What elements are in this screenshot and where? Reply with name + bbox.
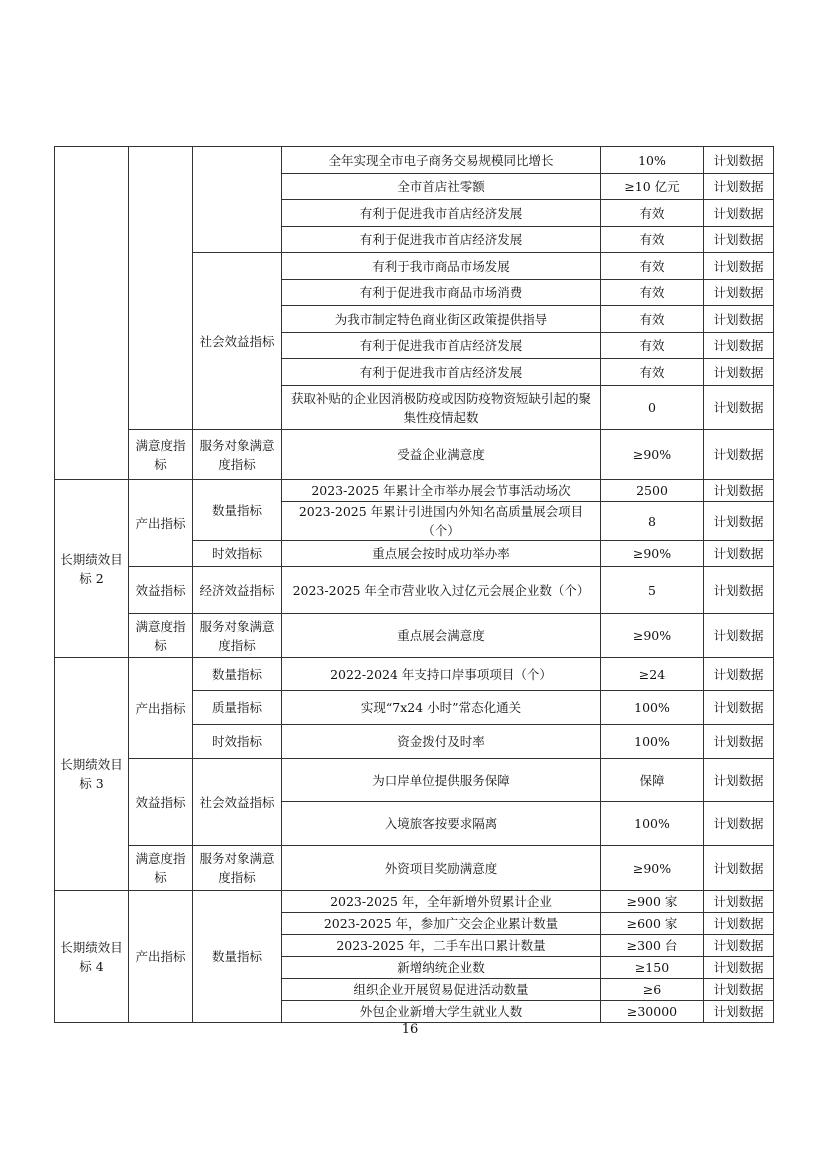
- indicator-item-cell: 全市首店社零额: [282, 174, 601, 200]
- target-value-cell: ≥600 家: [601, 913, 704, 935]
- indicator-item-cell: 有利于促进我市首店经济发展: [282, 200, 601, 227]
- target-value-cell: ≥90%: [601, 541, 704, 567]
- target-value-cell: 有效: [601, 280, 704, 306]
- indicator-level1-cell: 满意度指标: [129, 430, 193, 480]
- data-source-cell: 计划数据: [704, 1001, 774, 1023]
- data-source-cell: 计划数据: [704, 846, 774, 891]
- data-source-cell: 计划数据: [704, 802, 774, 846]
- indicator-item-cell: 新增纳统企业数: [282, 957, 601, 979]
- target-value-cell: 有效: [601, 359, 704, 386]
- target-value-cell: 100%: [601, 725, 704, 759]
- indicator-item-cell: 2023-2025 年，参加广交会企业累计数量: [282, 913, 601, 935]
- target-value-cell: 100%: [601, 691, 704, 725]
- target-value-cell: ≥900 家: [601, 891, 704, 913]
- indicator-item-cell: 入境旅客按要求隔离: [282, 802, 601, 846]
- data-source-cell: 计划数据: [704, 913, 774, 935]
- data-source-cell: 计划数据: [704, 253, 774, 280]
- target-value-cell: 保障: [601, 759, 704, 802]
- indicator-item-cell: 有利于促进我市首店经济发展: [282, 227, 601, 253]
- target-value-cell: ≥90%: [601, 614, 704, 658]
- indicator-item-cell: 受益企业满意度: [282, 430, 601, 480]
- indicator-level2-cell: 质量指标: [193, 691, 282, 725]
- data-source-cell: 计划数据: [704, 280, 774, 306]
- data-source-cell: 计划数据: [704, 480, 774, 502]
- indicator-level1-cell: 产出指标: [129, 658, 193, 759]
- target-value-cell: ≥30000: [601, 1001, 704, 1023]
- data-source-cell: 计划数据: [704, 725, 774, 759]
- data-source-cell: 计划数据: [704, 147, 774, 174]
- data-source-cell: 计划数据: [704, 174, 774, 200]
- indicator-level1-cell: 满意度指标: [129, 614, 193, 658]
- data-source-cell: 计划数据: [704, 306, 774, 333]
- indicator-level1-cell: 产出指标: [129, 891, 193, 1023]
- target-value-cell: ≥24: [601, 658, 704, 691]
- indicator-level2-cell: 社会效益指标: [193, 759, 282, 846]
- data-source-cell: 计划数据: [704, 979, 774, 1001]
- indicator-level1-cell: 效益指标: [129, 567, 193, 614]
- target-value-cell: 有效: [601, 306, 704, 333]
- indicator-item-cell: 有利于促进我市首店经济发展: [282, 333, 601, 359]
- data-source-cell: 计划数据: [704, 502, 774, 541]
- indicator-item-cell: 2023-2025 年，全年新增外贸累计企业: [282, 891, 601, 913]
- data-source-cell: 计划数据: [704, 759, 774, 802]
- data-source-cell: 计划数据: [704, 614, 774, 658]
- target-value-cell: 10%: [601, 147, 704, 174]
- indicator-level2-cell: 时效指标: [193, 541, 282, 567]
- indicator-level1-cell: 满意度指标: [129, 846, 193, 891]
- data-source-cell: 计划数据: [704, 359, 774, 386]
- indicator-level2-cell: 数量指标: [193, 658, 282, 691]
- indicator-level2-cell: 数量指标: [193, 891, 282, 1023]
- goal-cell: 长期绩效目标 3: [55, 658, 129, 891]
- target-value-cell: 有效: [601, 227, 704, 253]
- data-source-cell: 计划数据: [704, 658, 774, 691]
- indicator-item-cell: 重点展会按时成功举办率: [282, 541, 601, 567]
- indicator-level1-cell: 产出指标: [129, 480, 193, 567]
- target-value-cell: ≥90%: [601, 430, 704, 480]
- indicator-level1-cell: 效益指标: [129, 759, 193, 846]
- indicator-level1-cell: [129, 147, 193, 430]
- indicator-item-cell: 组织企业开展贸易促进活动数量: [282, 979, 601, 1001]
- target-value-cell: 有效: [601, 333, 704, 359]
- data-source-cell: 计划数据: [704, 200, 774, 227]
- goal-cell: 长期绩效目标 4: [55, 891, 129, 1023]
- indicator-item-cell: 外包企业新增大学生就业人数: [282, 1001, 601, 1023]
- indicator-level2-cell: 服务对象满意度指标: [193, 614, 282, 658]
- target-value-cell: ≥6: [601, 979, 704, 1001]
- indicator-item-cell: 资金拨付及时率: [282, 725, 601, 759]
- goal-cell: 长期绩效目标 2: [55, 480, 129, 658]
- indicator-level2-cell: 社会效益指标: [193, 253, 282, 430]
- target-value-cell: 0: [601, 386, 704, 430]
- data-source-cell: 计划数据: [704, 227, 774, 253]
- performance-indicator-table: [54, 146, 774, 1023]
- data-source-cell: 计划数据: [704, 957, 774, 979]
- indicator-item-cell: 2023-2025 年累计全市举办展会节事活动场次: [282, 480, 601, 502]
- indicator-item-cell: 有利于促进我市首店经济发展: [282, 359, 601, 386]
- indicator-level2-cell: 时效指标: [193, 725, 282, 759]
- data-source-cell: 计划数据: [704, 541, 774, 567]
- target-value-cell: 有效: [601, 253, 704, 280]
- indicator-level2-cell: 经济效益指标: [193, 567, 282, 614]
- data-source-cell: 计划数据: [704, 567, 774, 614]
- data-source-cell: 计划数据: [704, 935, 774, 957]
- indicator-item-cell: 为口岸单位提供服务保障: [282, 759, 601, 802]
- indicator-item-cell: 2023-2025 年累计引进国内外知名高质量展会项目（个）: [282, 502, 601, 541]
- page-number: 16: [401, 1022, 419, 1037]
- indicator-level2-cell: [193, 147, 282, 253]
- indicator-item-cell: 重点展会满意度: [282, 614, 601, 658]
- indicator-item-cell: 获取补贴的企业因消极防疫或因防疫物资短缺引起的聚集性疫情起数: [282, 386, 601, 430]
- indicator-level2-cell: 服务对象满意度指标: [193, 846, 282, 891]
- target-value-cell: ≥90%: [601, 846, 704, 891]
- target-value-cell: 100%: [601, 802, 704, 846]
- target-value-cell: 8: [601, 502, 704, 541]
- target-value-cell: 5: [601, 567, 704, 614]
- data-source-cell: 计划数据: [704, 691, 774, 725]
- target-value-cell: 2500: [601, 480, 704, 502]
- target-value-cell: 有效: [601, 200, 704, 227]
- indicator-level2-cell: 数量指标: [193, 480, 282, 541]
- indicator-item-cell: 为我市制定特色商业街区政策提供指导: [282, 306, 601, 333]
- target-value-cell: ≥300 台: [601, 935, 704, 957]
- goal-cell: [55, 147, 129, 480]
- indicator-level2-cell: 服务对象满意度指标: [193, 430, 282, 480]
- data-source-cell: 计划数据: [704, 333, 774, 359]
- indicator-item-cell: 实现“7x24 小时”常态化通关: [282, 691, 601, 725]
- indicator-item-cell: 有利于促进我市商品市场消费: [282, 280, 601, 306]
- indicator-item-cell: 外资项目奖励满意度: [282, 846, 601, 891]
- indicator-item-cell: 全年实现全市电子商务交易规模同比增长: [282, 147, 601, 174]
- data-source-cell: 计划数据: [704, 891, 774, 913]
- target-value-cell: ≥150: [601, 957, 704, 979]
- indicator-item-cell: 2023-2025 年，二手车出口累计数量: [282, 935, 601, 957]
- data-source-cell: 计划数据: [704, 430, 774, 480]
- indicator-item-cell: 有利于我市商品市场发展: [282, 253, 601, 280]
- data-source-cell: 计划数据: [704, 386, 774, 430]
- indicator-item-cell: 2023-2025 年全市营业收入过亿元会展企业数（个）: [282, 567, 601, 614]
- target-value-cell: ≥10 亿元: [601, 174, 704, 200]
- indicator-item-cell: 2022-2024 年支持口岸事项项目（个）: [282, 658, 601, 691]
